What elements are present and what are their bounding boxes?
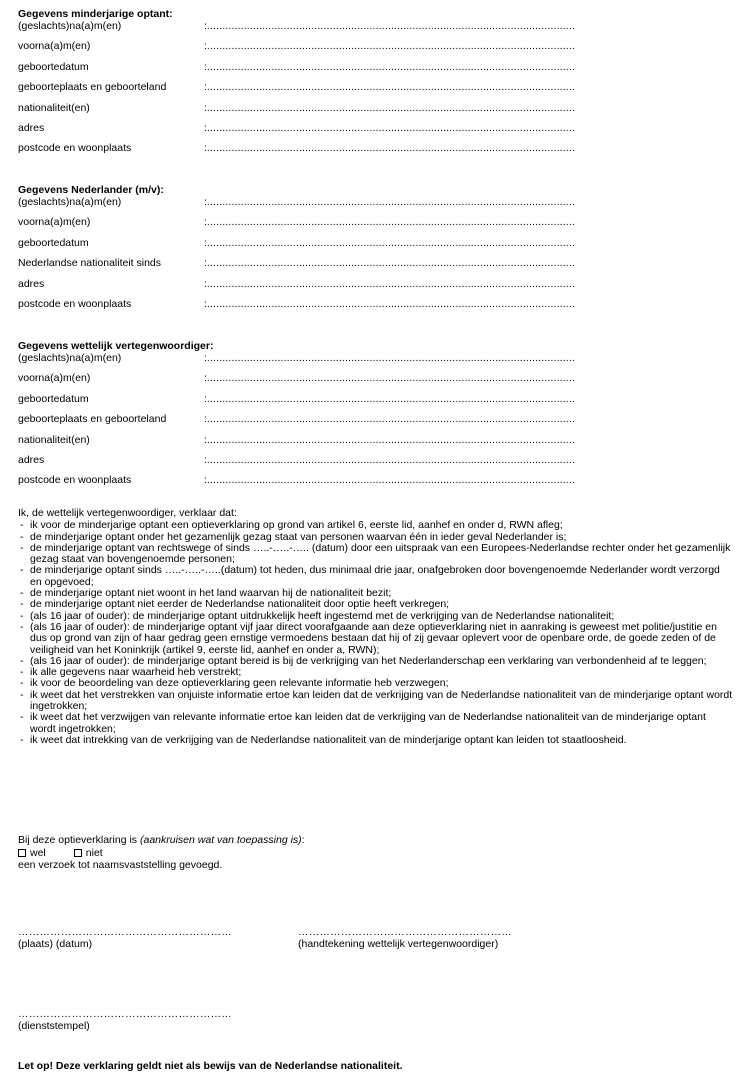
stamp-block (18, 1008, 232, 1032)
declaration-item: - de minderjarige optant onder het gezamenlijk gezag staat van personen waarvan één in ieder geval Nederlander is; (18, 532, 734, 543)
field-input-line[interactable]: : ..... (204, 257, 576, 269)
field-input-line[interactable]: : ..... (204, 142, 576, 154)
field-input-line[interactable]: : ..... (204, 434, 576, 446)
fields-nederlander (18, 196, 734, 318)
declaration-item: - ik weet dat het verzwijgen van relevante informatie ertoe kan leiden dat de verkrijging van de Nederlandse nationaliteit van de minderjarige optant wordt ingetrokken; (18, 712, 734, 735)
signature-line[interactable]: …………………………………………………… (298, 926, 512, 938)
field-row (18, 61, 734, 81)
attachment-colon: : (301, 834, 305, 846)
field-label: geboortedatum (18, 236, 89, 249)
option-niet[interactable] (74, 847, 103, 859)
field-label: geboortedatum (18, 60, 89, 73)
field-input-line[interactable]: : ..... (204, 298, 576, 310)
field-label: nationaliteit(en) (18, 433, 90, 446)
stamp-line[interactable]: …………………………………………………… (18, 1008, 232, 1020)
field-row (18, 298, 734, 318)
field-input-line[interactable]: : ..... (204, 81, 576, 93)
declaration (18, 508, 734, 746)
field-input-line[interactable]: : ..... (204, 413, 576, 425)
attachment-text: Bij deze optieverklaring is (18, 834, 140, 846)
declaration-item: - (als 16 jaar of ouder): de minderjarige optant uitdrukkelijk heeft ingestemd met de verkrijging van de Nederlandse nationaliteit; (18, 611, 734, 622)
declaration-item: - (als 16 jaar of ouder): de minderjarige optant vijf jaar direct voorafgaande aan deze optieverklaring niet in aanraking is geweest met politie/justitie en dus op grond van zijn of haar gedrag geen ernstige vermoedens bestaan dat hij of zij gevaar oplevert voor de openbare orde, de goede zeden of de veiligheid van het Koninkrijk (artikel 9, eerste lid, aanhef en onder a, RWN); (18, 622, 734, 656)
field-label: voorna(a)m(en) (18, 40, 91, 53)
field-input-line[interactable]: : ..... (204, 237, 576, 249)
fields-optant (18, 20, 734, 163)
field-row (18, 278, 734, 298)
signature-block (298, 926, 512, 950)
declaration-intro: Ik, de wettelijk vertegenwoordiger, verklaar dat: (18, 507, 237, 519)
field-input-line[interactable]: : ..... (204, 278, 576, 290)
attachment-hint: (aankruisen wat van toepassing is) (139, 834, 302, 846)
attachment-options (18, 847, 305, 859)
field-row (18, 102, 734, 122)
field-label: geboorteplaats en geboorteland (18, 413, 167, 426)
field-row (18, 40, 734, 60)
section-nederlander (18, 184, 734, 318)
field-input-line[interactable]: : ..... (204, 216, 576, 228)
field-input-line[interactable]: : ..... (204, 61, 576, 73)
field-input-line[interactable]: : ..... (204, 393, 576, 405)
field-row (18, 393, 734, 413)
field-label: adres (18, 121, 45, 134)
field-row (18, 196, 734, 216)
field-row (18, 434, 734, 454)
fields-vertegenwoordiger (18, 352, 734, 495)
field-row (18, 372, 734, 392)
option-niet-label: niet (85, 847, 103, 859)
option-wel-label: wel (30, 847, 46, 859)
declaration-item: - ik voor de beoordeling van deze optieverklaring geen relevante informatie heb verzwegen; (18, 678, 734, 689)
declaration-item: - ik weet dat het verstrekken van onjuiste informatie ertoe kan leiden dat de verkrijging van de Nederlandse nationaliteit van de minderjarige optant wordt ingetrokken; (18, 690, 734, 713)
stamp-label: (dienststempel) (18, 1020, 90, 1032)
declaration-item: - de minderjarige optant van rechtswege of sinds …..-…..-….. (datum) door een uitspraak van een Europees-Nederlandse rechter onder het gezamenlijk gezag staat van bovengenoemde personen; (18, 543, 734, 566)
section-vertegenwoordiger (18, 340, 734, 495)
checkbox-niet-icon[interactable] (74, 849, 82, 857)
field-input-line[interactable]: : ..... (204, 20, 576, 32)
field-row (18, 413, 734, 433)
field-row (18, 454, 734, 474)
attachment-block (18, 834, 305, 871)
field-label: (geslachts)na(a)m(en) (18, 352, 122, 364)
field-label: adres (18, 277, 45, 290)
attachment-line (18, 834, 305, 846)
field-label: voorna(a)m(en) (18, 372, 91, 385)
field-input-line[interactable]: : ..... (204, 40, 576, 52)
field-input-line[interactable]: : ..... (204, 372, 576, 384)
field-label: geboorteplaats en geboorteland (18, 81, 167, 94)
field-label: postcode en woonplaats (18, 297, 132, 310)
field-input-line[interactable]: : ..... (204, 352, 576, 364)
place-date-line[interactable]: …………………………………………………… (18, 926, 232, 938)
declaration-item: - de minderjarige optant sinds …..-…..-…..(datum) tot heden, dus minimaal drie jaar, onafgebroken door bovengenoemde Nederlander wordt verzorgd en opgevoed; (18, 565, 734, 588)
field-input-line[interactable]: : ..... (204, 102, 576, 114)
field-input-line[interactable]: : ..... (204, 474, 576, 486)
field-label: (geslachts)na(a)m(en) (18, 20, 122, 32)
field-label: (geslachts)na(a)m(en) (18, 196, 122, 208)
field-input-line[interactable]: : ..... (204, 454, 576, 466)
declaration-item: - ik weet dat intrekking van de verkrijging van de Nederlandse nationaliteit van de minderjarige optant kan leiden tot staatloosheid. (18, 735, 734, 746)
field-input-line[interactable]: : ..... (204, 122, 576, 134)
attachment-subject: een verzoek tot naamsvaststelling gevoegd. (18, 859, 223, 871)
signature-label: (handtekening wettelijk vertegenwoordiger) (298, 938, 499, 950)
field-row (18, 352, 734, 372)
section-title-nederlander: Gegevens Nederlander (m/v): (18, 184, 164, 196)
field-row (18, 122, 734, 142)
checkbox-wel-icon[interactable] (18, 849, 26, 857)
section-title-vertegenwoordiger: Gegevens wettelijk vertegenwoordiger: (18, 340, 214, 352)
field-input-line[interactable]: : ..... (204, 196, 576, 208)
option-wel[interactable] (18, 847, 46, 859)
place-date-block (18, 926, 232, 950)
field-row (18, 20, 734, 40)
declaration-list (18, 520, 734, 746)
section-title-optant: Gegevens minderjarige optant: (18, 8, 173, 20)
field-row (18, 237, 734, 257)
warning-note: Let op! Deze verklaring geldt niet als bewijs van de Nederlandse nationaliteit. (18, 1060, 403, 1072)
field-label: voorna(a)m(en) (18, 216, 91, 229)
place-date-label: (plaats) (datum) (18, 938, 93, 950)
field-row (18, 474, 734, 494)
field-row (18, 216, 734, 236)
declaration-item: - de minderjarige optant niet eerder de Nederlandse nationaliteit door optie heeft verkregen; (18, 599, 734, 610)
field-label: nationaliteit(en) (18, 101, 90, 114)
field-row (18, 81, 734, 101)
declaration-item: - (als 16 jaar of ouder): de minderjarige optant bereid is bij de verkrijging van het Nederlanderschap een verklaring van verbondenheid af te leggen; (18, 656, 734, 667)
section-optant (18, 8, 734, 163)
declaration-item: - de minderjarige optant niet woont in het land waarvan hij de nationaliteit bezit; (18, 588, 734, 599)
declaration-item: - ik alle gegevens naar waarheid heb verstrekt; (18, 667, 734, 678)
field-label: geboortedatum (18, 392, 89, 405)
field-row (18, 257, 734, 277)
declaration-item: - ik voor de minderjarige optant een optieverklaring op grond van artikel 6, eerste lid, aanhef en onder d, RWN afleg; (18, 520, 734, 531)
field-label: postcode en woonplaats (18, 142, 132, 155)
field-label: Nederlandse nationaliteit sinds (18, 257, 162, 270)
field-label: postcode en woonplaats (18, 474, 132, 487)
field-row (18, 142, 734, 162)
field-label: adres (18, 453, 45, 466)
